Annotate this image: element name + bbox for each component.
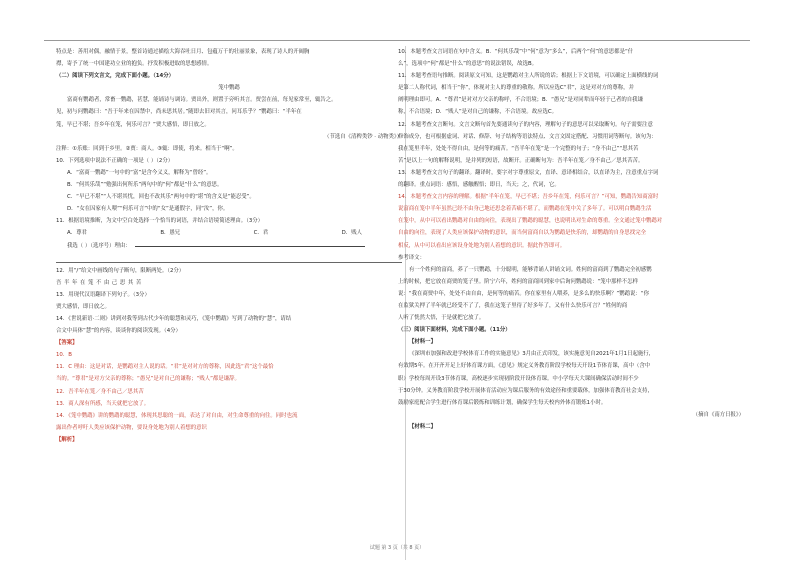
exp-line-1: 10．本题考查文言词语在句中含义。B．“何其乐哉”中“何”意为“多么”，后两个“何”的意思都是“什 [398,49,634,55]
option-d: D．贱人 [341,230,362,237]
material-1-line-3: 职）学校每周开设3节体育课，高校逐步实现初阶段开设体育课。中小学每天大课间确保活动时间不少 [398,375,639,382]
translation-line-3: 说：“我在商贾中年，处处不由自由，是何等的痛苦。你在家里有人喂养，是多么的快乐啊？”鹦鹉说：“你 [398,290,649,297]
passage-line-3: 笼，早已不堪；吾乡年在笼，何乐可言？”贾大感悟，即日放之。 [56,121,210,128]
question-11-options [56,227,402,239]
intro-line-2: 襟，寄予了统一中国建功立业的抱负。抒发积极进取的思想感情。 [56,61,213,68]
exp-line-12: 的翻译。重点词语：感悟，感触醒悟；即日，当天；之，代词，它。 [398,182,560,189]
exp-line-4: 是第二人称代词，相当于“你”，体现对主人的尊重的敬称。所以应选C“君”，这是对对方的尊称，并 [398,85,634,92]
exp-line-2: 么”，选项中“何”都是“什么”的意思”的说法错误，故选B。 [398,61,538,68]
material-1-heading: 【材料一】 [409,339,436,346]
answer-12: 12．吾半年在笼／身不由己／思其苦 [56,388,144,395]
translation-heading: 参考译文： [398,254,425,261]
exp-line-7: 12．本题考查文言断句。文言文断句首先要通读句子的内容，理解句子的意思可以采取断句。句子需要注意 [398,121,653,128]
answer-13: 13．商人深有所感，当天就把它放了。 [56,400,150,407]
question-13: 13．用现代汉语翻译下列句子。（3分） [56,291,150,298]
exp-line-11: 13．本题考查文言句子的翻译。翻译时，要字对字尊重原文，直译、意译相结合，以直译为主，注意重点字词 [398,169,659,176]
option-a: A．尊君 [67,230,87,237]
answer-14-line-2: 露出作者呼吁人类应该保护动物，要设身处地为别人着想的意识 [56,424,207,431]
passage-line-1: 富商有鹦鹉者，常畜一鹦鹉，甚慧，能诵诗与调诗。贾出外，则置于旁听其言。贾尝在前，每见家常至，辄告之。 [67,97,337,104]
question-10-option-d: D．“女在囚家有人喂”“何乐可言”中的“女”是通假字，同“汝”，你。 [67,206,229,213]
exp-line-13: 14．本题考查文言内容的理解。根据“半年在笼，早已不堪；吾乡年在笼，何乐可言？”可知，鹦鹉告知商富时 [398,194,659,201]
exp-line-17: 相反，从中可以看出应该设身处地为别人着想的意识。据此作答即可。 [398,242,566,249]
question-13-sentence: 贾大感悟，即日放之。 [56,303,110,310]
translation-line-2: 上的时候，把它放在商贾的笼子里。阶宁六年，姓何的富商回到家中后询问鹦鹉说：“笼中那样不怎样 [398,278,638,285]
explanation-heading: 【解析】 [56,436,78,443]
question-14: 14．《世说新语·二则》讲到对我等到古代少年的聪慧和灵巧，《笼中鹦鹉》写到了动物的“慧”，请结 [56,315,292,322]
translation-line-4: 在监狱关押了半年就已经受不了了，我在这笼子里待了好多年了，又有什么快乐可言？”姓何的商 [398,302,628,309]
material-1-source: （摘自《南方日报》） [692,411,744,418]
passage-source: （节选自《清稗类钞 · 动物类》） [324,133,402,140]
answer-10: 10．B [56,352,72,359]
passage-title: 笼中鹦鹉 [218,85,240,92]
question-10: 10．下列选项中说法不正确的一项是（ ）（2分） [56,157,174,164]
exp-line-10: 苦”是以上一句的解释说明，是并列的短语，故断开。正确断句为：吾半年在笼／身不由己／思其苦苦。 [398,157,644,164]
option-b: B．愚兄 [160,230,181,237]
material-1-line-1: 《深圳市加强和改进学校体育工作的实施意见》3月由正式印发，该实施意见自2021年1月1日起施行， [409,351,655,358]
material-1-line-2: 有效期5年。在开齐开足上好体育课方面，《意见》规定义务教育阶段学校每天开设1节体育课，高中（含中 [398,363,651,370]
translation-line-1: 有一个姓何的富商，养了一只鹦鹉，十分聪明，能够背诵人讲诵文词。姓何的富商到了鹦鹉完全初感鹦 [409,266,652,273]
exp-line-8: 修饰成分，也可根据虚词、对话、修辞、句子结构等语法特点、文言文固定搭配、习惯用词等断句。该句为： [398,133,657,140]
header-rule [44,40,750,41]
question-12-sentence: 吾半年在笼不由己思其苦 [56,279,144,286]
question-10-option-c: C．“早已不堪”“人不堪其忧，回也不改其乐”两句中的“堪”的含义是“能忍受”。 [67,194,255,201]
answer-blank-line[interactable] [56,254,402,263]
question-10-option-a: A．“富商一鹦鹉”一句中的“富”是含今义义，解释为“曾经”。 [67,169,212,176]
passage-line-2: 见，初与问鹦鹉曰：“吾于年来在囚禁中，尚未思其居。”随即去旧对其言，问耳乐乎？”鹦鹉曰：“半年在 [56,109,302,116]
passage-notes: 注释：①乐账：回到于乡里。②贾：商人。③辄：即使，将来。相当于“啊”。 [56,145,238,152]
material-1-line-5: 鼓励家庭配合学生进行体育课后锻炼和训练计划，确保学生每天校内外体育锻炼1小时。 [398,399,607,406]
option-c: C．君 [253,230,269,237]
question-11: 11．根据语境推断，为文中空白处选择一个恰当的词语，并结合语境简述理由。（3分） [56,218,264,225]
exp-line-15: 在笼中，从中可以看出鹦鹉对自由的向往，表现出了鹦鹉的聪慧，也说明出对生命的尊重。全文通过笼中鹦鹉对 [398,218,663,225]
left-column [56,46,402,446]
choice-line [56,240,402,252]
page-footer: 试题 第 3 页（共 8 页） [369,545,425,551]
translation-line-5: 人听了恍然大悟，于是就把它放了。 [398,315,485,322]
exp-line-14: 说富商在笼中半年虽然已经不由身己地还思念着苦痛不堪了，而鹦鹉在笼中关了多年了。可以明白鹦鹉生活 [398,206,652,213]
exp-line-6: 称，不合语境；D．“贱人”是对自己的谦称，不合语境。故应选C。 [398,109,558,116]
exp-line-3: 11．本题考查语句推断。阅读原文可知，这是鹦鹉对主人所说的话；根据上下文语境，可以确定上面横线的词 [398,73,659,80]
answer-11: 11．C 理由：这是对话，是鹦鹉对主人说的话。“君”是对对方的尊称，因此选“君”这个最恰 [56,364,274,371]
right-column [398,46,744,433]
material-2-heading: 【材料二】 [409,423,436,430]
answer-11-line-2: 当的。“尊君”是对方父亲的尊称；“愚兄”是对自己的谦称；“贱人”都是谦辞。 [56,376,240,383]
answer-heading: 【答案】 [56,340,78,347]
question-14-line-2: 合文中具体“慧”的内容，谈谈你的阅读发现。（4分） [56,328,181,335]
exp-line-5: 阐明理由即可。A．“尊君”是对对方父亲的称呼，不合语境；B．“愚兄”是对同辈而年轻于己者的自我谦 [398,97,643,104]
answer-line[interactable] [135,245,365,247]
section-3-heading: （三）阅读下面材料，完成下面小题。（11分） [398,327,511,334]
choice-prompt: 我选（ ）（选序号）理由： [67,242,131,249]
exp-line-9: 我在笼里半年，处处不得自由，是何等的痛苦。“吾半年在笼”是一个完整的句子；“身不由己”“思其苦 [398,145,639,152]
intro-line-1: 特点是：善用对偶，融情于景，整首诗通过描绘大海吞吐日月、包蕴万千的壮丽景象，表现了诗人的开阔胸 [56,49,310,55]
exp-line-16: 自由的向往，表现了人类应该保护动物的意识，而当何富商自以为鹦鹉是快乐的，却鹦鹉的自身思找完全 [398,230,646,237]
question-10-option-b: B．“何其乐哉”“勉强出何所乐”两句中的“何”都是“什么”的意思。 [67,182,223,189]
material-1-line-4: 于30分钟。义务教育阶段学校开展体育活动应为课后服务的有效途径和重要载体，加强体育教育社会支持， [398,387,653,394]
question-12: 12．用“/”给文中画线的句子断句，限断两处。（2分） [56,267,185,274]
section-2-heading: （二）阅读下列文言文，完成下面小题。（14分） [56,73,175,80]
answer-14: 14．《笼中鹦鹉》讲的鹦鹉的聪慧，体现其思聪的一面，表达了对自由，对生命尊重的向往。同时也流 [56,412,298,419]
